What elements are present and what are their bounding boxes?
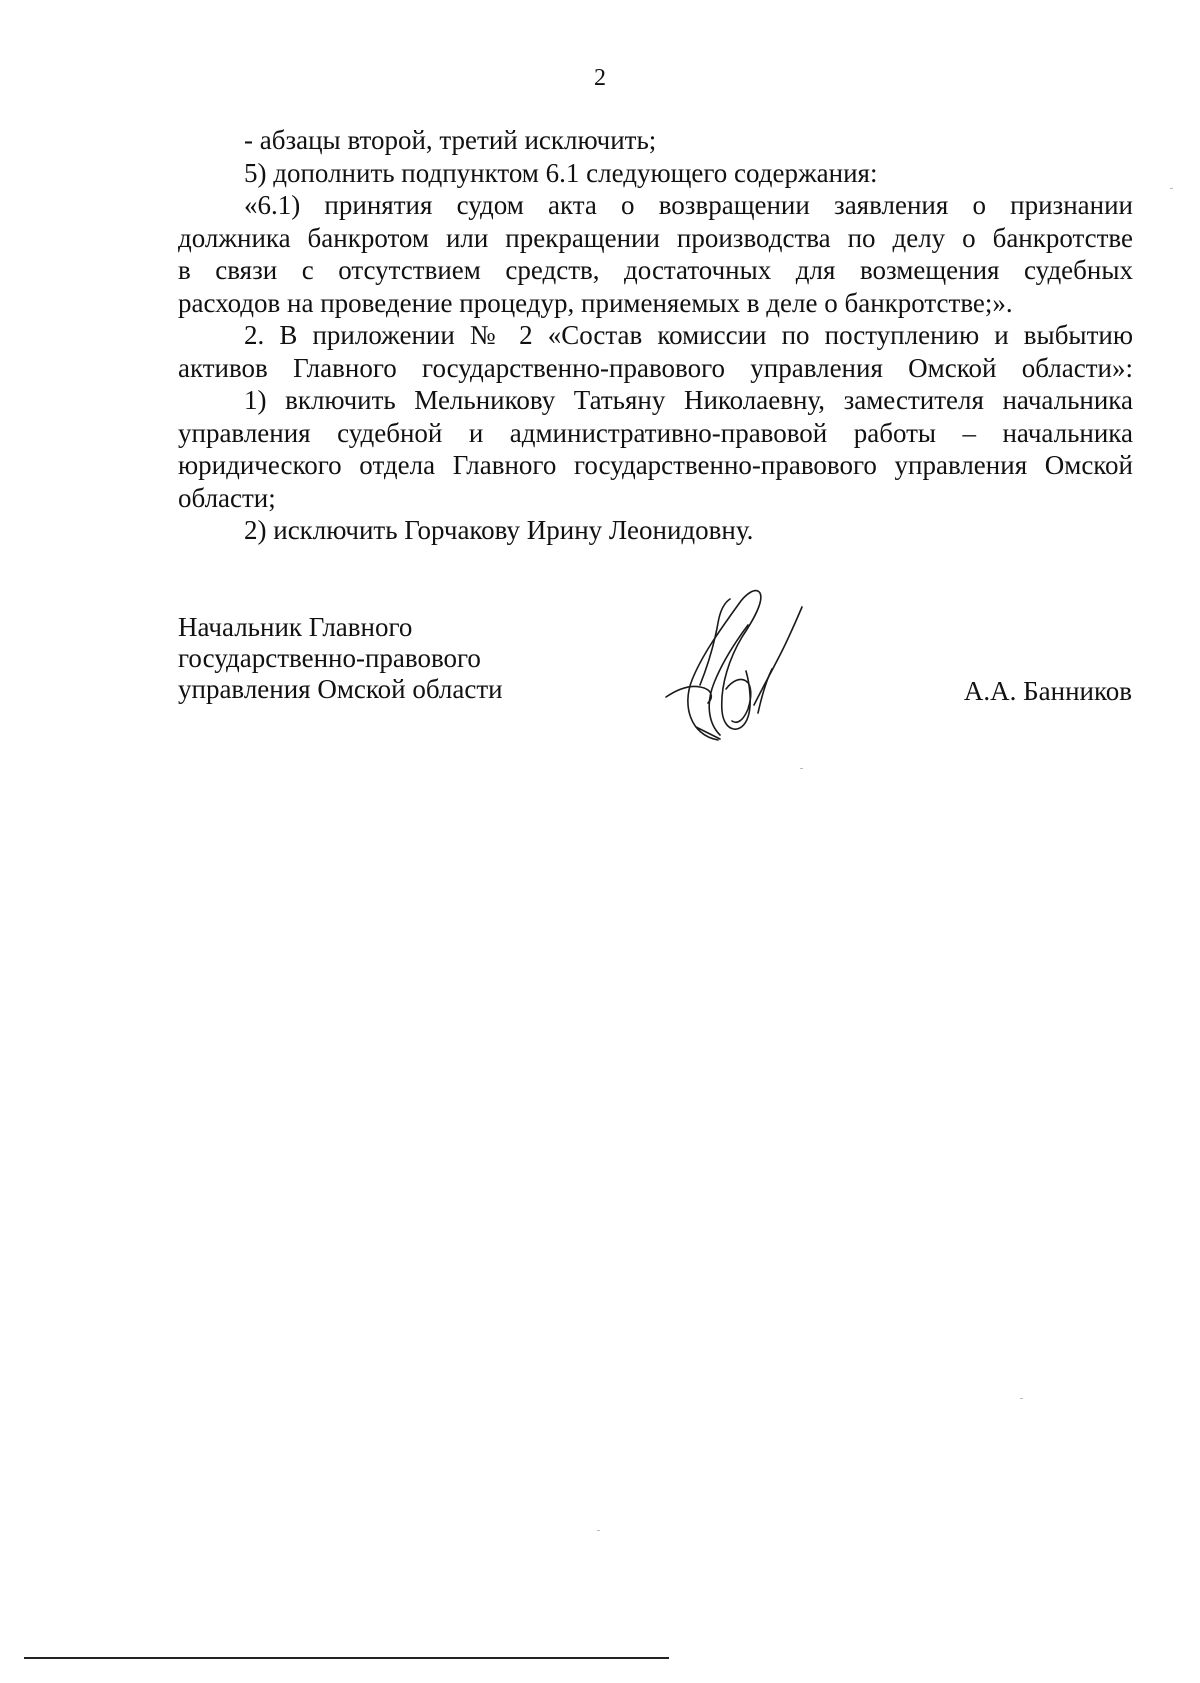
position-line: управления Омской области [178,674,503,704]
position-line: Начальник Главного [178,612,413,642]
text-line: - абзацы второй, третий исключить; [244,125,657,155]
text-line: 1) включить Мельникову Татьяну Николаевну, заместителя начальника [244,385,1133,415]
scan-speck [597,1530,600,1531]
text-line: области; [178,482,276,513]
paragraph-subclause-6-1 [178,189,1133,319]
text-line: расходов на проведение процедур, применяемых в деле о банкротстве;». [178,287,1013,318]
text-line: «6.1) принятия судом акта о возвращении заявления о признании [244,190,1133,220]
position-line: государственно-правового [178,643,481,673]
scan-speck [800,768,803,769]
signatory-name: А.А. Банников [963,676,1132,706]
text-line: должника банкротом или прекращении производства по делу о банкротстве [178,222,1133,253]
scan-speck [1020,1398,1023,1399]
paragraph-exclude-clauses [178,124,1133,157]
scan-speck [1170,188,1173,189]
text-line: 2) исключить Горчакову Ирину Леонидовну. [244,515,754,545]
text-line: 5) дополнить подпунктом 6.1 следующего содержания: [244,157,878,188]
footer-rule [24,1657,669,1659]
paragraph-exclude-member [178,514,1133,547]
paragraph-appendix-2 [178,319,1133,384]
text-line: активов Главного государственно-правового управления Омской области»: [178,352,1133,383]
handwritten-signature [660,585,810,750]
page-number: 2 [594,65,606,91]
paragraph-include-member [178,384,1133,514]
signatory-position [178,612,503,705]
text-line: 2. В приложении № 2 «Состав комиссии по поступлению и выбытию [244,320,1133,350]
text-line: управления судебной и административно-правовой работы – начальника [178,417,1133,448]
text-line: в связи с отсутствием средств, достаточных для возмещения судебных [178,255,1133,285]
text-line: юридического отдела Главного государственно-правового управления Омской [178,450,1133,480]
document-body [178,124,1133,547]
paragraph-add-subclause [178,157,1133,190]
